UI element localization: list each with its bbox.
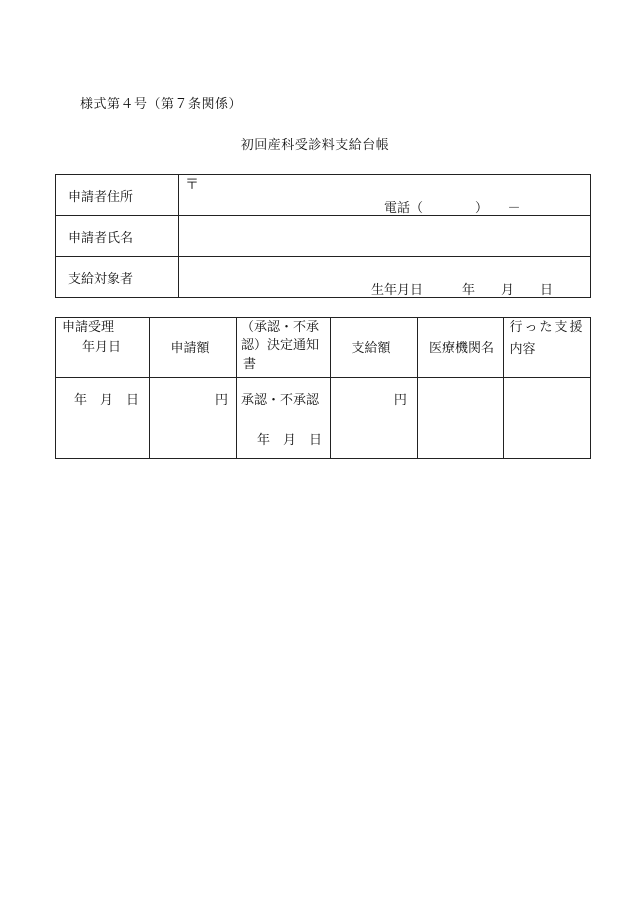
form-number: 様式第４号（第７条関係） [80, 97, 243, 112]
decision-cell[interactable] [236, 378, 330, 459]
decision-header-line1: （承認・不承 [240, 320, 319, 335]
name-row [56, 216, 591, 257]
date-of-birth-text: 生年月日 年 月 日 [371, 283, 554, 298]
paid-unit: 円 [393, 393, 407, 408]
beneficiary-row [56, 257, 591, 298]
received-date-header [56, 318, 150, 378]
decision-header [236, 318, 330, 378]
name-field[interactable] [179, 216, 591, 257]
payment-table [55, 317, 591, 459]
amount-header [150, 318, 237, 378]
amount-header-label: 申請額 [170, 341, 210, 356]
institution-header-label: 医療機関名 [428, 341, 494, 356]
payment-header-row [56, 318, 591, 378]
paid-cell[interactable] [331, 378, 418, 459]
amount-cell[interactable] [150, 378, 237, 459]
amount-unit: 円 [214, 393, 228, 408]
decision-header-line3: 書 [242, 357, 256, 372]
received-date-cell[interactable] [56, 378, 150, 459]
decision-header-line2: 認）決定通知 [240, 338, 319, 353]
payment-entry-row [56, 378, 591, 459]
address-field[interactable] [179, 175, 591, 216]
beneficiary-field[interactable] [179, 257, 591, 298]
paid-header-label: 支給額 [351, 341, 391, 356]
document-title: 初回産科受診料支給台帳 [240, 138, 390, 153]
support-header-line1: 行った支援 [509, 320, 585, 335]
address-row [56, 175, 591, 216]
institution-cell[interactable] [417, 378, 504, 459]
paid-header [331, 318, 418, 378]
decision-text: 承認・不承認 [240, 393, 319, 408]
received-header-line1: 申請受理 [62, 320, 115, 335]
phone-text: 電話（ ） － [384, 201, 521, 216]
received-header-line2: 年月日 [82, 340, 122, 355]
support-header [504, 318, 591, 378]
postal-mark: 〒 [185, 177, 199, 193]
name-label: 申請者氏名 [56, 216, 179, 257]
decision-date-text: 年 月 日 [256, 433, 322, 448]
applicant-table [55, 174, 591, 298]
received-date-text: 年 月 日 [74, 393, 140, 408]
institution-header [417, 318, 504, 378]
support-cell[interactable] [504, 378, 591, 459]
address-label: 申請者住所 [56, 175, 179, 216]
support-header-line2: 内容 [509, 342, 536, 357]
beneficiary-label: 支給対象者 [56, 257, 179, 298]
